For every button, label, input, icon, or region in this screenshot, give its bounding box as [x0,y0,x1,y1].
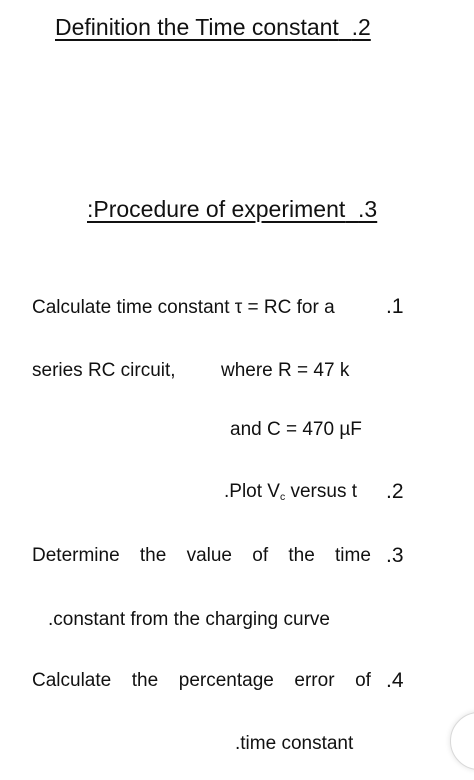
step-2-text-after: versus t [285,481,358,502]
step-2-subscript: c [279,492,286,504]
heading-time-constant-text: Definition the Time constant [55,14,339,40]
step-4-word: Calculate [32,670,112,691]
step-1-line-1: Calculate time constant τ = RC for a [32,297,335,318]
step-1-line-4: and C = 470 µF [230,419,362,440]
heading-procedure-number: .3 [358,196,378,222]
step-2-text-before: .Plot V [224,481,280,502]
step-3-word: of [252,545,269,566]
step-4-number: .4 [386,669,404,692]
floating-action-button[interactable] [450,712,474,770]
step-4-word: the [131,670,159,691]
step-1-line-2: series RC circuit, [32,360,176,381]
step-4-continuation: .time constant [235,733,354,754]
step-3-word: the [139,545,167,566]
step-4-line-1 [32,671,371,690]
heading-procedure [87,198,377,221]
step-4-word: of [355,670,371,691]
step-4-word: error [294,670,335,691]
heading-time-constant-number: .2 [351,14,371,40]
step-3-word: value [186,545,232,566]
step-1-number: .1 [386,295,404,318]
step-3-word: the [288,545,315,566]
step-3-number: .3 [386,544,404,567]
step-3-word: time [335,545,371,566]
step-1-line-3: where R = 47 k [221,360,350,381]
step-3-continuation: .constant from the charging curve [48,609,330,630]
step-2-number: .2 [386,480,404,503]
heading-procedure-text: :Procedure of experiment [87,196,346,222]
step-3-line-1 [32,546,371,565]
heading-time-constant [55,16,371,39]
step-2-text [224,482,357,504]
step-3-word: Determine [32,545,120,566]
step-4-word: percentage [178,670,274,691]
